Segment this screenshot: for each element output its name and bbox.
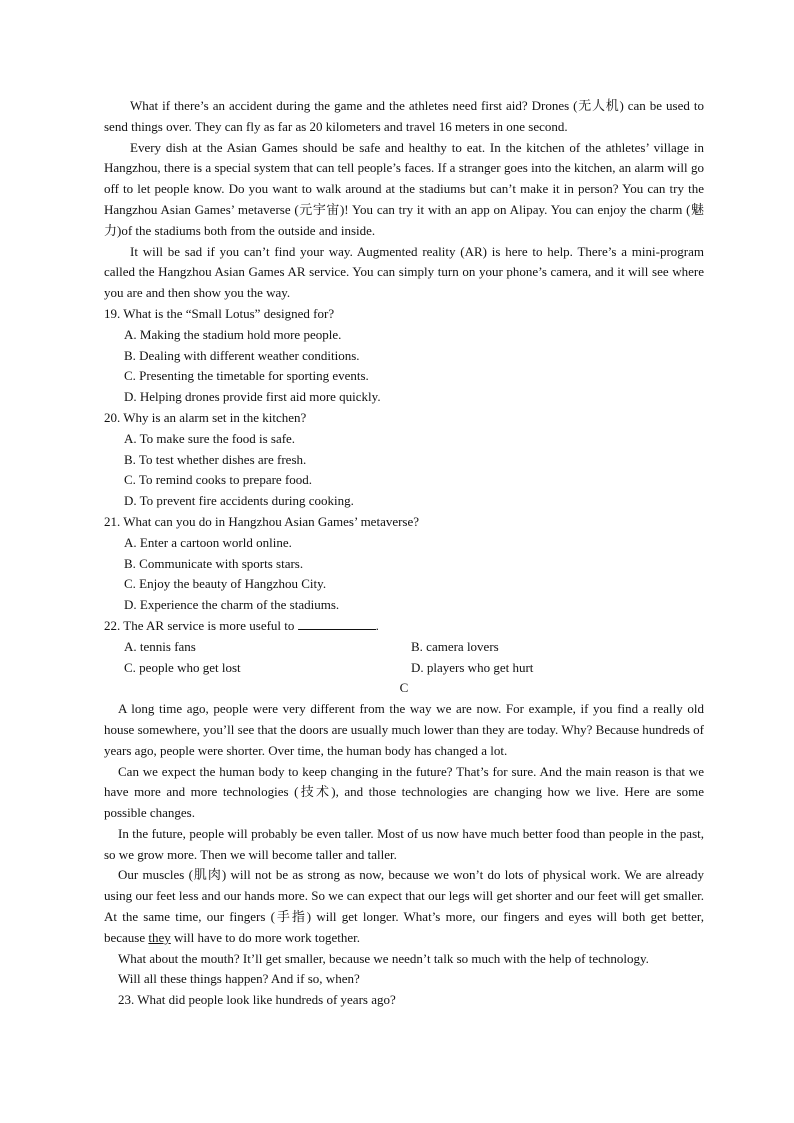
document-page [104,96,704,1011]
option-a: A. Enter a cartoon world online. [124,534,292,550]
option-d: D. players who get hurt [411,659,534,675]
question-19 [104,304,704,408]
passage-c-paragraph-1: A long time ago, people were very different from the way we are now. For example, if you find a really old house somewhere, you’ll see that the doors are usually much lower than they are today. Why? Because hundreds of years ago, people were shorter. Over time, the human body has changed a lot. [104,701,704,758]
question-stem: 20. Why is an alarm set in the kitchen? [104,409,307,425]
passage-b-paragraph-1: What if there’s an accident during the game and the athletes need first aid? Drones (无人机) can be used to send things over. They can fly as far as 20 kilometers and travel 16 meters in one second. [104,98,704,134]
option-a: A. tennis fans [124,638,196,654]
question-stem: 21. What can you do in Hangzhou Asian Games’ metaverse? [104,513,420,529]
passage-c-paragraph-5: What about the mouth? It’ll get smaller, because we needn’t talk so much with the help of technology. [118,950,649,966]
option-row-2 [104,658,704,679]
passage-b-paragraph-3: It will be sad if you can’t find your way. Augmented reality (AR) is here to help. There’s a mini-program called the Hangzhou Asian Games AR service. You can simply turn on your phone’s camera, and it will see where you are and then show you the way. [104,243,704,301]
passage-c-paragraph-2: Can we expect the human body to keep changing in the future? That’s for sure. And the main reason is that we have more and more technologies (技术), and those technologies are changing how we live. Here are some possible changes. [104,763,704,821]
question-stem [104,616,704,637]
question-20 [104,408,704,512]
stem-end: . [375,617,379,633]
answer-blank [298,617,376,630]
option-d: D. Helping drones provide first aid more quickly. [124,389,381,405]
option-a: A. To make sure the food is safe. [124,430,296,446]
passage-b-paragraph-2: Every dish at the Asian Games should be safe and healthy to eat. In the kitchen of the athletes’ village in Hangzhou, there is a special system that can tell people’s faces. If a stranger goes into the kitchen, an alarm will go off to let people know. Do you want to walk around at the stadiums but can’t make it in person? You can try the Hangzhou Asian Games’ metaverse (元宇宙)! You can try it with an app on Alipay. You can enjoy the charm (魅力)of the stadiums both from the outside and inside. [104,139,704,238]
question-21 [104,512,704,616]
option-b: B. camera lovers [411,638,499,654]
option-d: D. To prevent fire accidents during cooking. [124,493,354,509]
passage-c-paragraph-3: In the future, people will probably be even taller. Most of us now have much better food than people in the past, so we grow more. Then we will become taller and taller. [104,825,704,862]
option-b: B. To test whether dishes are fresh. [124,451,307,467]
option-b: B. Dealing with different weather conditions. [124,347,360,363]
option-row-1 [104,637,704,658]
question-23: 23. What did people look like hundreds of years ago? [118,992,396,1008]
passage-c-paragraph-4 [104,865,704,948]
section-c-title: C [399,680,409,696]
option-d: D. Experience the charm of the stadiums. [124,597,340,613]
option-c: C. To remind cooks to prepare food. [124,472,313,488]
passage-c-paragraph-6: Will all these things happen? And if so, when? [118,971,360,987]
question-22 [104,616,704,678]
option-c: C. people who get lost [124,659,241,675]
option-b: B. Communicate with sports stars. [124,555,304,571]
question-stem: 19. What is the “Small Lotus” designed for? [104,305,335,321]
underlined-word: they [148,929,171,945]
paragraph-text-end: will have to do more work together. [170,929,360,945]
stem-text: 22. The AR service is more useful to [104,617,298,633]
option-c: C. Presenting the timetable for sporting events. [124,368,369,384]
paragraph-text: Our muscles (肌肉) will not be as strong as now, because we won’t do lots of physical work. We are already using our feet less and our hands more. So we can expect that our legs will get shorter and our feet will get smaller. At the same time, our fingers (手指) will get longer. What’s more, our fingers and eyes will both get better, because [104,867,704,945]
option-a: A. Making the stadium hold more people. [124,326,342,342]
option-c: C. Enjoy the beauty of Hangzhou City. [124,576,327,592]
